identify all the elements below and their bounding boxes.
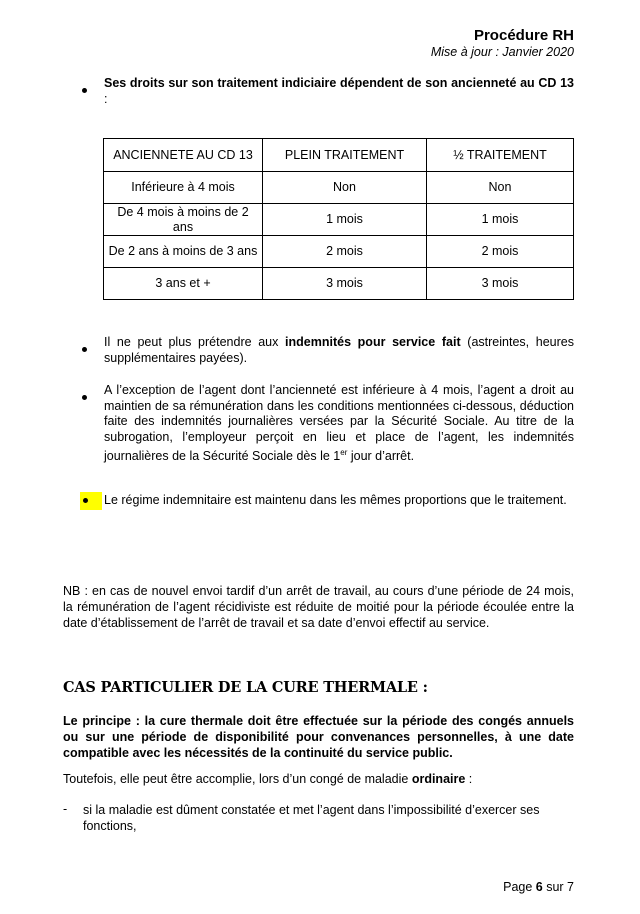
principe-paragraph: Le principe : la cure thermale doit être effectuée sur la période des congés annuels ou sur une période de disponibilité pour convenances personnelles, à une date compatible avec les nécessités de la continuité du service public. [63,714,574,760]
toutefois-bold: ordinaire [411,772,466,786]
bullet-marker [82,341,92,355]
toutefois-tail: : [465,772,473,786]
update-date: Mise à jour : Janvier 2020 [430,45,574,59]
bullet-seniority-rights [104,76,574,107]
page-total: 7 [567,880,574,894]
table-cell: 2 mois [263,236,427,268]
bullet-dot-icon [82,395,87,400]
table-cell: Non [263,172,427,204]
document-title: Procédure RH [473,27,574,44]
table-cell: 3 ans et + [104,268,263,300]
header-anciennete: ANCIENNETE AU CD 13 [104,139,263,172]
bullet-dot-icon [82,88,87,93]
nb-paragraph: NB : en cas de nouvel envoi tardif d’un arrêt de travail, au cours d’une période de 24 mois, la rémunération de l’agent récidiviste est réduite de moitié pour la période écoulée entre la date d’établissement de l’arrêt de travail et sa date d’envoi effectif au service. [63,584,574,630]
table-cell: 2 mois [427,236,574,268]
toutefois-paragraph [63,772,574,786]
dash-marker: - [63,802,68,816]
toutefois-text: Toutefois, elle peut être accomplie, lors d’un congé de maladie [63,772,412,786]
table-cell: 1 mois [263,204,427,236]
list-item [63,802,574,834]
bullet-bold-text: indemnités pour service fait [285,335,461,349]
seniority-table [103,138,574,300]
bullet-indemnites-service-fait [104,335,574,366]
page-label: Page [503,880,536,894]
bullet-marker [82,82,92,96]
bullet-bold-text: Ses droits sur son traitement indiciaire dépendent de son ancienneté au CD 13 [104,76,574,90]
table-row [104,268,574,300]
table-row [104,236,574,268]
header-plein-traitement: PLEIN TRAITEMENT [263,139,427,172]
bullet-text: jour d’arrêt. [347,449,415,464]
bullet-marker-highlighted [80,492,100,510]
bullet-regime-indemnitaire: Le régime indemnitaire est maintenu dans les mêmes proportions que le traitement. [104,493,567,507]
table-cell: De 4 mois à moins de 2 ans [104,204,263,236]
table-header-row [104,139,574,172]
bullet-dot-icon [82,347,87,352]
table-row [104,172,574,204]
table-cell: De 2 ans à moins de 3 ans [104,236,263,268]
table-cell: 1 mois [427,204,574,236]
list-item-text: si la maladie est dûment constatée et met l’agent dans l’impossibilité d’exercer ses fonctions, [83,803,540,833]
page-current: 6 [535,880,543,894]
bullet-maintien-remuneration [104,383,574,465]
bullet-text: A l’exception de l’agent dont l’ancienneté est inférieure à 4 mois, l’agent a droit au maintien de sa rémunération dans les conditions mentionnées ci-dessous, déduction faite des indemnités journalières versées par la Sécurité Sociale. Au titre de la subrogation, l’employeur perçoit en lieu et place de l’agent, les indemnités journalières de la Sécurité Sociale dès le 1 [104,383,574,464]
table-cell: 3 mois [263,268,427,300]
section-title-cure-thermale: CAS PARTICULIER DE LA CURE THERMALE : [63,679,428,696]
bullet-marker [82,389,92,403]
bullet-tail-text: : [104,91,108,106]
page-number [503,880,574,894]
table-cell: 3 mois [427,268,574,300]
table-cell: Non [427,172,574,204]
table-row [104,204,574,236]
bullet-text: Il ne peut plus prétendre aux [104,335,286,349]
bullet-dot-icon [83,498,88,503]
table-cell: Inférieure à 4 mois [104,172,263,204]
page-sep: sur [542,880,568,894]
bullet-text: (astreintes, heures supplémentaires payées). [104,335,574,365]
superscript: er [340,448,348,457]
header-demi-traitement: ½ TRAITEMENT [427,139,574,172]
